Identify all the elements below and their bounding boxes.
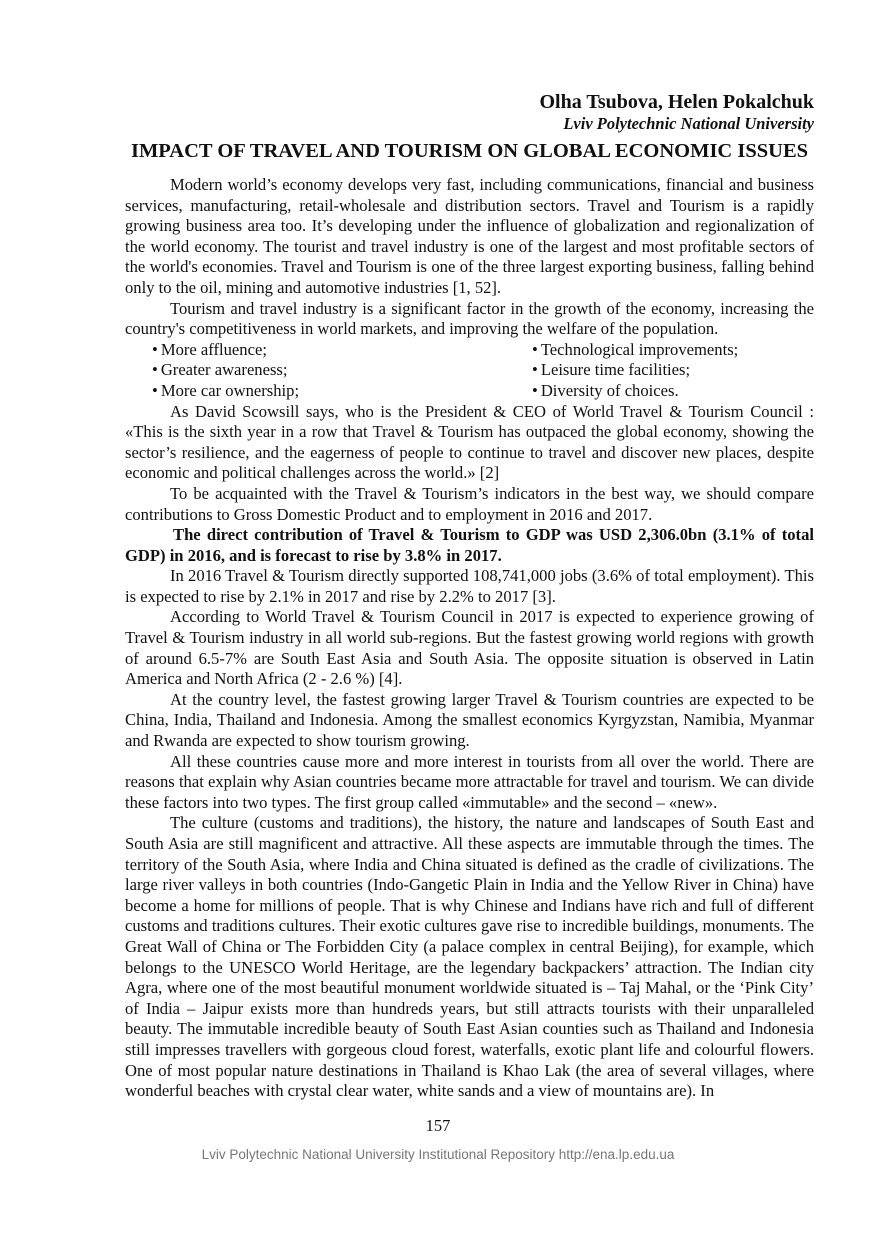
page-number: 157: [425, 1115, 451, 1135]
paragraph: All these countries cause more and more interest in tourists from all over the world. There are reasons that explain why Asian countries became more attractable for travel and tourism. We can divide these factors into two types. The first group called «immutable» and the second – «new».: [125, 751, 814, 812]
paragraph: At the country level, the fastest growing larger Travel & Tourism countries are expected to be China, India, Thailand and Indonesia. Among the smallest economics Kyrgyzstan, Namibia, Myanmar and Rwanda are expected to show tourism growing.: [125, 689, 814, 751]
affiliation: Lviv Polytechnic National University: [563, 114, 814, 133]
paragraph: Modern world’s economy develops very fast, including communications, financial and business services, manufacturing, retail-wholesale and distribution sectors. Travel and Tourism is a rapidly growing business area too. It’s developing under the influence of globalization and regionalization of the world economy. The tourist and travel industry is one of the largest and most profitable sectors of the world's economies. Travel and Tourism is one of the three largest exporting business, falling behind only to the oil, mining and automotive industries [1, 52].: [125, 175, 814, 297]
paragraph: To be acquainted with the Travel & Tourism’s indicators in the best way, we should compare contributions to Gross Domestic Product and to employment in 2016 and 2017.: [125, 483, 814, 524]
article-title: IMPACT OF TRAVEL AND TOURISM ON GLOBAL ECONOMIC ISSUES: [130, 140, 809, 162]
authors: Olha Tsubova, Helen Pokalchuk: [539, 91, 814, 113]
repository-footer: Lviv Polytechnic National University Institutional Repository http://ena.lp.edu.ua: [201, 1146, 675, 1162]
paragraph: Tourism and travel industry is a significant factor in the growth of the economy, increasing the country's competitiveness in world markets, and improving the welfare of the population.: [125, 298, 814, 339]
paragraph: The culture (customs and traditions), the history, the nature and landscapes of South East and South Asia are still magnificent and attractive. All these aspects are immutable through the times. The territory of the South Asia, where India and China situated is defined as the cradle of civilizations. The large river valleys in both countries (Indo-Gangetic Plain in India and the Yellow River in China) have become a home for millions of people. That is why Chinese and Indians have rich and full of different customs and traditions cultures. Their exotic cultures gave rise to incredible buildings, monuments. The Great Wall of China or The Forbidden City (a palace complex in central Beijing), for example, which belongs to the UNESCO World Heritage, are the legendary backpackers’ attraction. The Indian city Agra, where one of the most beautiful monument worldwide situated is – Taj Mahal, or the ‘Pink City’ of India – Jaipur exists more than hundreds years, but still attracts tourists with their unparalleled beauty. The immutable incredible beauty of South East Asian counties such as Thailand and Indonesia still impresses travellers with gorgeous cloud forest, waterfalls, exotic plant life and colourful flowers. One of most popular nature destinations in Thailand is Khao Lak (the area of several villages, where wonderful beaches with crystal clear water, white sands and a view of mountains are). In: [125, 813, 814, 1101]
highlight-paragraph: The direct contribution of Travel & Tourism to GDP was USD 2,306.0bn (3.1% of total GDP) in 2016, and is forecast to rise by 3.8% in 2017.: [125, 525, 814, 565]
list-item: • Greater awareness;: [152, 360, 532, 381]
factor-list: [152, 340, 814, 402]
list-item: • More car ownership;: [152, 381, 532, 402]
list-item: • More affluence;: [152, 340, 532, 361]
paragraph: As David Scowsill says, who is the President & CEO of World Travel & Tourism Council : «This is the sixth year in a row that Travel & Tourism has outpaced the global economy, showing the sector’s resilience, and the eagerness of people to continue to travel and discover new places, despite economic and political challenges across the world.» [2]: [125, 401, 814, 483]
article-body: [125, 175, 814, 1102]
list-item: • Diversity of choices.: [532, 381, 832, 402]
paragraph: In 2016 Travel & Tourism directly supported 108,741,000 jobs (3.6% of total employment). This is expected to rise by 2.1% in 2017 and rise by 2.2% to 2017 [3].: [125, 566, 814, 606]
list-item: • Leisure time facilities;: [532, 360, 832, 381]
list-item: • Technological improvements;: [532, 340, 832, 361]
paragraph: According to World Travel & Tourism Council in 2017 is expected to experience growing of Travel & Tourism industry in all world sub-regions. But the fastest growing world regions with growth of around 6.5-7% are South East Asia and South Asia. The opposite situation is observed in Latin America and North Africa (2 - 2.6 %) [4].: [125, 607, 814, 689]
